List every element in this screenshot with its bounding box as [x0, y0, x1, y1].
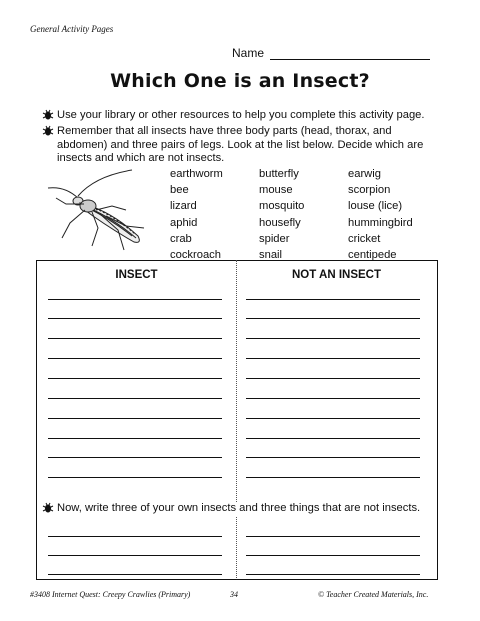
instruction-3-text: Now, write three of your own insects and three things that are not insects.: [57, 502, 421, 514]
insect-column-header: INSECT: [115, 269, 158, 281]
footer-page-number: 34: [230, 590, 238, 599]
word-item: crab: [170, 232, 192, 245]
own-not-insect-line[interactable]: [246, 574, 420, 575]
bug-bullet-icon: [42, 109, 54, 121]
word-item: hummingbird: [348, 216, 413, 229]
word-item: butterfly: [259, 168, 299, 180]
not-insect-answer-line[interactable]: [246, 457, 420, 458]
not-insect-answer-line[interactable]: [246, 318, 420, 319]
insect-answer-line[interactable]: [48, 457, 222, 458]
word-item: aphid: [170, 216, 198, 229]
insect-answer-line[interactable]: [48, 358, 222, 359]
word-item: cricket: [348, 232, 381, 245]
word-item: earthworm: [170, 168, 223, 180]
own-not-insect-line[interactable]: [246, 536, 420, 537]
name-label: Name: [232, 46, 265, 60]
insect-answer-line[interactable]: [48, 418, 222, 419]
column-divider: [236, 260, 237, 578]
insect-answer-line[interactable]: [48, 477, 222, 478]
word-item: mouse: [259, 184, 293, 197]
word-item: bee: [170, 184, 189, 197]
not-insect-answer-line[interactable]: [246, 338, 420, 339]
not-insect-answer-line[interactable]: [246, 477, 420, 478]
sorting-table: [36, 260, 438, 580]
own-insect-line[interactable]: [48, 555, 222, 556]
word-item: cockroach: [170, 249, 221, 262]
word-item: mosquito: [259, 200, 305, 213]
own-insect-line[interactable]: [48, 574, 222, 575]
word-item: spider: [259, 232, 290, 245]
insect-answer-line[interactable]: [48, 398, 222, 399]
not-insect-answer-line[interactable]: [246, 378, 420, 379]
not-insect-answer-line[interactable]: [246, 358, 420, 359]
insect-answer-line[interactable]: [48, 338, 222, 339]
insect-answer-line[interactable]: [48, 378, 222, 379]
footer-book-title: #3408 Internet Quest: Creepy Crawlies (Primary): [30, 590, 191, 599]
insect-answer-line[interactable]: [48, 438, 222, 439]
instruction-1-text: Use your library or other resources to help you complete this activity page.: [57, 109, 425, 121]
bug-bullet-icon: [42, 502, 54, 514]
name-line[interactable]: [270, 47, 430, 60]
own-not-insect-line[interactable]: [246, 555, 420, 556]
insect-answer-line[interactable]: [48, 318, 222, 319]
word-item: louse (lice): [348, 200, 403, 213]
footer-copyright: © Teacher Created Materials, Inc.: [318, 590, 429, 599]
not-insect-answer-line[interactable]: [246, 398, 420, 399]
word-item: housefly: [259, 216, 301, 229]
not-insect-answer-line[interactable]: [246, 299, 420, 300]
page-title: Which One is an Insect?: [110, 70, 370, 92]
instruction-3: [57, 502, 433, 516]
not-insect-answer-line[interactable]: [246, 438, 420, 439]
word-item: scorpion: [348, 184, 391, 197]
word-item: earwig: [348, 168, 381, 180]
own-insect-line[interactable]: [48, 536, 222, 537]
not-insect-answer-line[interactable]: [246, 418, 420, 419]
name-field[interactable]: [232, 46, 430, 60]
insect-answer-line[interactable]: [48, 299, 222, 300]
instruction-2: [57, 125, 431, 166]
bug-bullet-icon: [42, 125, 54, 137]
instruction-2-text: Remember that all insects have three body parts (head, thorax, and abdomen) and three pairs of legs. Look at the list below. Decide which are insects and which are not insects.: [57, 125, 424, 164]
word-item: snail: [259, 249, 283, 262]
cockroach-illustration: [40, 168, 155, 253]
word-item: centipede: [348, 249, 397, 262]
word-item: lizard: [170, 200, 197, 213]
word-list: [170, 167, 437, 263]
section-header: General Activity Pages: [30, 24, 114, 34]
instruction-1: [57, 109, 427, 123]
not-insect-column-header: NOT AN INSECT: [291, 269, 382, 281]
